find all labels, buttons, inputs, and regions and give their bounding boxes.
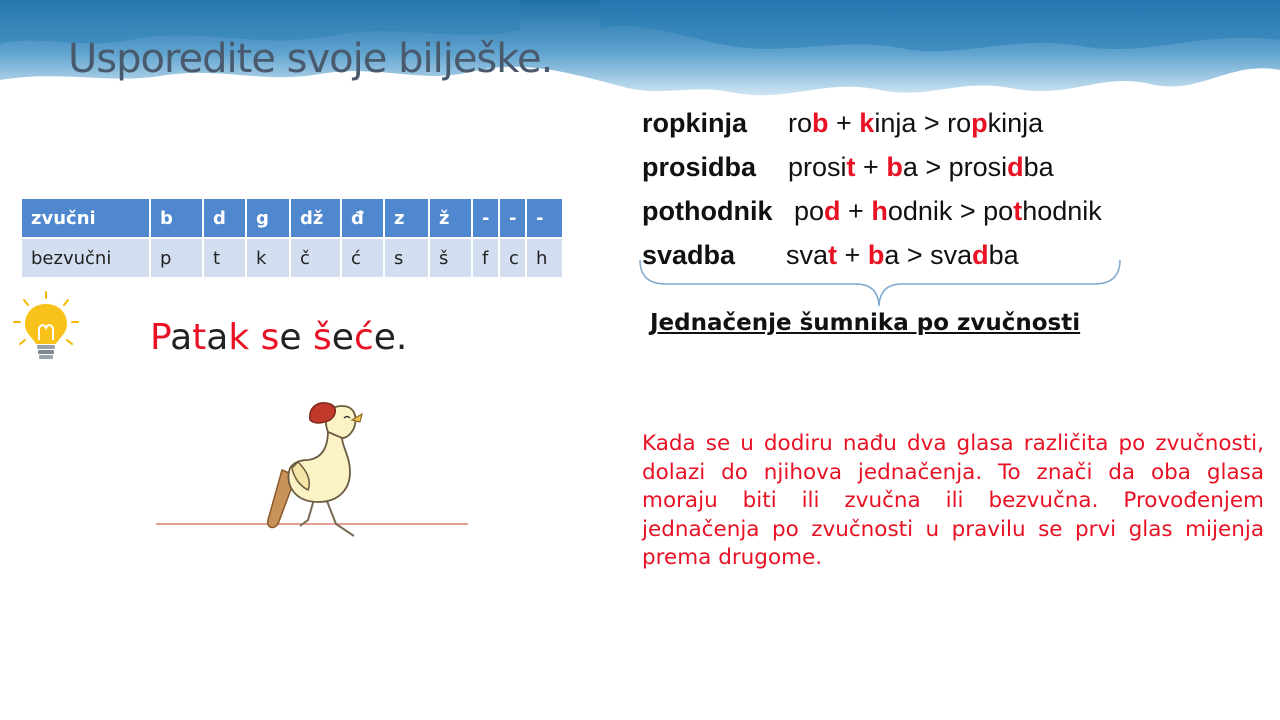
equation-text: a > sva	[884, 240, 973, 270]
highlighted-letter: b	[867, 240, 885, 270]
table-cell: -	[500, 199, 525, 239]
sentence-consonant: t	[192, 317, 207, 358]
table-cell: bezvučni	[22, 239, 149, 277]
example-word: ropkinja	[642, 108, 748, 138]
table-cell: đ	[342, 199, 383, 239]
table-cell: h	[527, 239, 562, 277]
table-cell: d	[204, 199, 245, 239]
sentence-text: a	[170, 317, 193, 358]
equation-text: +	[840, 196, 872, 226]
sentence-text: a	[206, 317, 229, 358]
equation-text: kinja	[987, 108, 1044, 138]
sentence-text: e.	[373, 317, 408, 358]
highlighted-letter: t	[846, 152, 856, 182]
example-sentence	[150, 317, 407, 358]
equation-text: +	[828, 108, 860, 138]
highlighted-letter: b	[886, 152, 903, 182]
table-cell: g	[247, 199, 289, 239]
equation-text: a > prosi	[902, 152, 1008, 182]
table-cell: š	[430, 239, 471, 277]
sentence-text: e	[279, 317, 314, 358]
table-cell: c	[500, 239, 525, 277]
table-cell: dž	[291, 199, 340, 239]
equation-text: inja > ro	[874, 108, 972, 138]
equation-text: hodnik	[1022, 196, 1102, 226]
equation-text: po	[794, 196, 825, 226]
equation-text: sva	[786, 240, 829, 270]
sentence-consonant: ć	[353, 317, 374, 358]
table-cell: s	[385, 239, 428, 277]
highlighted-letter: d	[972, 240, 989, 270]
equation-text: odnik > po	[887, 196, 1014, 226]
sentence-consonant: k	[228, 317, 250, 358]
sentence-text: e	[331, 317, 354, 358]
equation-text: ro	[788, 108, 813, 138]
table-cell: -	[473, 199, 498, 239]
table-cell: ž	[430, 199, 471, 239]
sentence-consonant: š	[313, 317, 332, 358]
equation-text: ba	[988, 240, 1019, 270]
table-cell: t	[204, 239, 245, 277]
highlighted-letter: t	[1013, 196, 1023, 226]
table-cell: -	[527, 199, 562, 239]
duck-illustration	[150, 398, 470, 543]
curly-brace	[636, 258, 1126, 310]
equation-text: prosi	[788, 152, 847, 182]
highlighted-letter: b	[812, 108, 829, 138]
table-row-voiced	[22, 199, 562, 239]
highlighted-letter: d	[824, 196, 841, 226]
rule-title: Jednačenje šumnika po zvučnosti	[650, 310, 1081, 336]
sentence-text	[249, 317, 260, 358]
table-row-voiceless	[22, 239, 562, 277]
highlighted-letter: t	[828, 240, 838, 270]
example-word: pothodnik	[642, 196, 773, 226]
table-cell: z	[385, 199, 428, 239]
highlighted-letter: k	[859, 108, 875, 138]
example-word: svadba	[642, 240, 736, 270]
table-cell: zvučni	[22, 199, 149, 239]
rule-description: Kada se u dodiru nađu dva glasa različita po zvučnosti, dolazi do njihova jednačenja. To znači da oba glasa moraju biti ili zvučna ili bezvučna. Provođenjem jednačenja po zvučnosti u pravilu se prvi glas mijenja prema drugome.	[642, 431, 1264, 570]
highlighted-letter: d	[1007, 152, 1024, 182]
example-word: prosidba	[642, 152, 757, 182]
sentence-consonant: s	[260, 317, 280, 358]
highlighted-letter: h	[871, 196, 888, 226]
highlighted-letter: p	[971, 108, 988, 138]
example-equation	[788, 104, 1043, 142]
table-cell: p	[151, 239, 202, 277]
lightbulb-icon	[10, 290, 82, 366]
table-cell: k	[247, 239, 289, 277]
table-cell: ć	[342, 239, 383, 277]
equation-text: ba	[1023, 152, 1054, 182]
table-cell: č	[291, 239, 340, 277]
consonant-table	[20, 199, 564, 277]
page-title: Usporedite svoje bilješke.	[68, 36, 553, 82]
example-equation	[788, 148, 1054, 186]
sentence-consonant: P	[150, 317, 171, 358]
equation-text: +	[855, 152, 887, 182]
example-equation	[794, 192, 1102, 230]
table-cell: b	[151, 199, 202, 239]
table-cell: f	[473, 239, 498, 277]
equation-text: +	[837, 240, 868, 270]
